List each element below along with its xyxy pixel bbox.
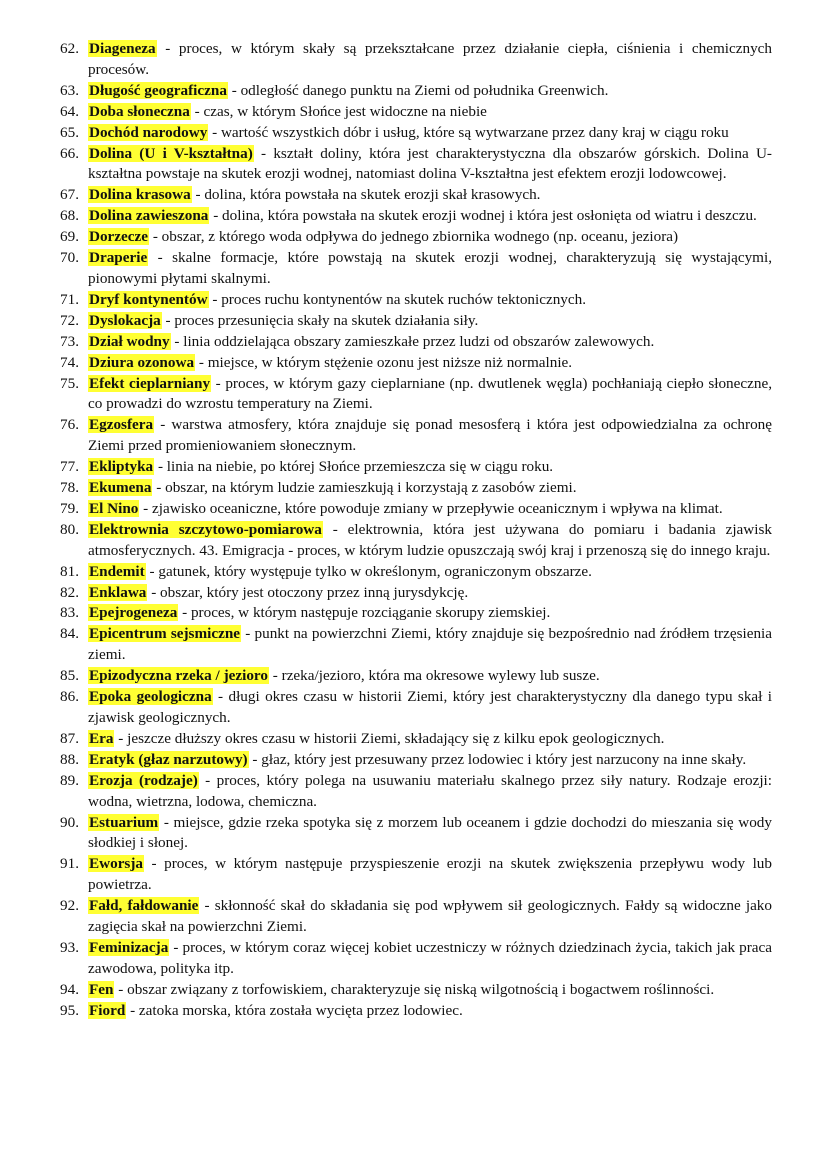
entry-definition: - rzeka/jezioro, która ma okresowe wylewy lub susze. [268,667,600,685]
entry-body [88,102,772,123]
glossary-entry [60,938,772,980]
entry-body [88,624,772,666]
entry-term-highlight: Epizodyczna rzeka / jezioro [89,667,268,685]
entry-number: 67. [60,186,79,204]
entry-definition: - linia oddzielająca obszary zamieszkałe przez ludzi od obszarów zalewowych. [170,332,655,350]
glossary-entry [60,520,772,562]
entry-definition: - zatoka morska, która została wycięta przez lodowiec. [126,1001,463,1019]
entry-definition: - gatunek, który występuje tylko w określonym, ograniczonym obszarze. [145,562,592,580]
entry-body [88,81,772,102]
entry-number: 87. [60,729,79,747]
entry-term-highlight: Doba słoneczna [89,102,190,120]
glossary-entry [60,248,772,290]
entry-number: 95. [60,1001,79,1019]
entry-number: 83. [60,604,79,622]
entry-term-highlight: Dochód narodowy [89,123,208,141]
entry-term-highlight: Ekliptyka [89,458,154,476]
entry-body [88,729,772,750]
entry-number: 86. [60,688,79,706]
glossary-list [60,39,772,1022]
glossary-entry [60,603,772,624]
entry-definition: - punkt na powierzchni Ziemi, który znajduje się bezpośrednio nad źródłem trzęsienia ziemi. [88,625,773,664]
entry-definition: - proces, który polega na usuwaniu materiału skalnego przez siły natury. Rodzaje erozji: wodna, wietrzna, lodowa, chemiczna. [88,771,772,810]
entry-term-highlight: Epejrogeneza [89,604,178,622]
glossary-entry [60,374,772,416]
entry-term-highlight: Dorzecze [89,228,149,246]
entry-number: 82. [60,583,79,601]
entry-body [88,144,772,186]
entry-number: 77. [60,458,79,476]
entry-term-highlight: Feminizacja [89,938,169,956]
entry-number: 92. [60,897,79,915]
glossary-entry [60,102,772,123]
entry-body [88,813,772,855]
glossary-entry [60,290,772,311]
entry-definition: - głaz, który jest przesuwany przez lodowiec i który jest narzucony na inne skały. [248,750,747,768]
glossary-entry [60,206,772,227]
glossary-entry [60,624,772,666]
glossary-entry [60,123,772,144]
entry-number: 70. [60,249,79,267]
entry-number: 68. [60,207,79,225]
glossary-entry [60,583,772,604]
entry-number: 75. [60,374,79,392]
entry-term-highlight: Dyslokacja [89,311,161,329]
entry-body [88,290,772,311]
entry-number: 80. [60,520,79,538]
entry-number: 79. [60,499,79,517]
entry-number: 76. [60,416,79,434]
entry-term-highlight: El Nino [89,499,139,517]
entry-body [88,603,772,624]
entry-term-highlight: Długość geograficzna [89,81,227,99]
entry-body [88,499,772,520]
entry-definition: - kształt doliny, która jest charakterystyczna dla obszarów górskich. Dolina U-kształtna powstaje na skutek erozji wodnej, natomiast dolina V-kształtna jest efektem erozji lodowcowej. [88,144,772,183]
entry-definition: - jeszcze dłuższy okres czasu w historii Ziemi, składający się z kilku epok geologicznych. [114,729,665,747]
entry-term-highlight: Draperie [89,249,148,267]
entry-definition: - miejsce, w którym stężenie ozonu jest niższe niż normalnie. [195,353,573,371]
entry-definition: - zjawisko oceaniczne, które powoduje zmiany w przepływie oceanicznym i wpływa na klimat. [139,499,723,517]
entry-term-highlight: Epoka geologiczna [89,688,212,706]
entry-number: 85. [60,667,79,685]
entry-body [88,771,772,813]
entry-term-highlight: Erozja (rodzaje) [89,771,198,789]
glossary-entry [60,687,772,729]
entry-term-highlight: Fen [89,980,114,998]
entry-body [88,687,772,729]
entry-definition: - wartość wszystkich dóbr i usług, które są wytwarzane przez dany kraj w ciągu roku [208,123,729,141]
entry-body [88,896,772,938]
entry-term-highlight: Fałd, fałdowanie [89,897,199,915]
entry-term-highlight: Fiord [89,1001,126,1019]
glossary-entry [60,896,772,938]
entry-number: 73. [60,332,79,350]
glossary-entry [60,415,772,457]
entry-term-highlight: Era [89,729,114,747]
entry-body [88,185,772,206]
entry-term-highlight: Dolina krasowa [89,186,191,204]
entry-term-highlight: Eratyk (głaz narzutowy) [89,750,248,768]
entry-definition: - proces ruchu kontynentów na skutek ruchów tektonicznych. [208,290,587,308]
glossary-entry [60,311,772,332]
glossary-entry [60,750,772,771]
glossary-entry [60,666,772,687]
entry-term-highlight: Elektrownia szczytowo-pomiarowa [89,520,322,538]
entry-body [88,123,772,144]
glossary-entry [60,1001,772,1022]
entry-term-highlight: Dryf kontynentów [89,290,208,308]
entry-body [88,1001,772,1022]
entry-definition: - skłonność skał do składania się pod wpływem sił geologicznych. Fałdy są widoczne jako zagięcia skał na powierzchni Ziemi. [88,897,772,936]
entry-body [88,562,772,583]
entry-definition: - dolina, która powstała na skutek erozji wodnej i która jest osłonięta od wiatru i deszczu. [209,207,757,225]
entry-term-highlight: Epicentrum sejsmiczne [89,625,241,643]
glossary-entry [60,457,772,478]
entry-body [88,332,772,353]
entry-number: 63. [60,81,79,99]
entry-term-highlight: Efekt cieplarniany [89,374,211,392]
entry-number: 93. [60,938,79,956]
glossary-entry [60,81,772,102]
glossary-entry [60,144,772,186]
glossary-entry [60,771,772,813]
entry-number: 89. [60,771,79,789]
entry-body [88,666,772,687]
entry-number: 81. [60,562,79,580]
entry-number: 84. [60,625,79,643]
entry-number: 74. [60,353,79,371]
entry-number: 66. [60,144,79,162]
entry-number: 88. [60,750,79,768]
entry-definition: - obszar, z którego woda odpływa do jednego zbiornika wodnego (np. oceanu, jeziora) [149,228,679,246]
glossary-entry [60,980,772,1001]
glossary-entry [60,499,772,520]
entry-definition: - czas, w którym Słońce jest widoczne na niebie [190,102,487,120]
entry-definition: - obszar, który jest otoczony przez inną jurysdykcję. [147,583,469,601]
entry-number: 91. [60,855,79,873]
glossary-entry [60,854,772,896]
entry-body [88,374,772,416]
entry-number: 69. [60,228,79,246]
glossary-entry [60,562,772,583]
entry-term-highlight: Dział wodny [89,332,170,350]
entry-body [88,206,772,227]
glossary-entry [60,185,772,206]
entry-body [88,353,772,374]
entry-body [88,39,772,81]
entry-body [88,227,772,248]
glossary-entry [60,729,772,750]
entry-definition: - obszar związany z torfowiskiem, charakteryzuje się niską wilgotnością i bogactwem roślinności. [114,980,715,998]
entry-definition: - proces, w którym następuje rozciąganie skorupy ziemskiej. [178,604,551,622]
entry-number: 78. [60,479,79,497]
entry-term-highlight: Ekumena [89,479,152,497]
entry-number: 64. [60,102,79,120]
entry-number: 65. [60,123,79,141]
entry-body [88,938,772,980]
entry-body [88,478,772,499]
entry-definition: - elektrownia, która jest używana do pomiaru i badania zjawisk atmosferycznych. 43. Emigracja - proces, w którym ludzie opuszczają swój kraj i przenoszą się do innego kraju. [88,520,772,559]
entry-term-highlight: Eworsja [89,855,143,873]
entry-definition: - warstwa atmosfery, która znajduje się ponad mesosferą i która jest odpowiedzialna za ochronę Ziemi przed promieniowaniem słonecznym. [88,416,772,455]
entry-definition: - skalne formacje, które powstają na skutek erozji wodnej, charakteryzują się wystającymi, pionowymi płytami skalnymi. [88,249,772,287]
entry-term-highlight: Estuarium [89,813,159,831]
entry-body [88,583,772,604]
entry-definition: - proces przesunięcia skały na skutek działania siły. [161,311,479,329]
entry-number: 71. [60,290,79,308]
entry-term-highlight: Dolina (U i V-kształtna) [89,144,253,162]
entry-definition: - miejsce, gdzie rzeka spotyka się z morzem lub oceanem i gdzie dochodzi do mieszania się wody słodkiej i słonej. [88,813,772,852]
entry-term-highlight: Enklawa [89,583,147,601]
entry-definition: - proces, w którym następuje przyspieszenie erozji na skutek zwiększenia przepływu wody lub powietrza. [88,855,772,894]
entry-definition: - długi okres czasu w historii Ziemi, który jest charakterystyczny dla danego typu skał i zjawisk geologicznych. [88,688,772,726]
entry-number: 90. [60,813,79,831]
entry-term-highlight: Egzosfera [89,416,154,434]
entry-term-highlight: Diageneza [89,40,156,57]
entry-definition: - proces, w którym gazy cieplarniane (np. dwutlenek węgla) pochłaniają ciepło słoneczne, co prowadzi do wzrostu temperatury na Ziemi. [88,374,772,413]
entry-term-highlight: Dolina zawieszona [89,207,209,225]
entry-number: 94. [60,980,79,998]
entry-definition: - obszar, na którym ludzie zamieszkują i korzystają z zasobów ziemi. [152,479,577,497]
entry-definition: - linia na niebie, po której Słońce przemieszcza się w ciągu roku. [154,458,554,476]
entry-body [88,750,772,771]
entry-body [88,311,772,332]
entry-body [88,457,772,478]
entry-definition: - proces, w którym coraz więcej kobiet uczestniczy w różnych dziedzinach życia, takich jak praca zawodowa, polityka itp. [88,938,772,977]
glossary-entry [60,227,772,248]
entry-term-highlight: Endemit [89,562,145,580]
entry-body [88,854,772,896]
entry-body [88,415,772,457]
glossary-entry [60,39,772,81]
glossary-entry [60,332,772,353]
entry-definition: - odległość danego punktu na Ziemi od południka Greenwich. [227,81,609,99]
entry-body [88,520,772,562]
entry-definition: - dolina, która powstała na skutek erozji skał krasowych. [191,186,541,204]
glossary-entry [60,813,772,855]
entry-body [88,248,772,290]
entry-number: 62. [60,40,79,57]
glossary-entry [60,478,772,499]
entry-body [88,980,772,1001]
glossary-entry [60,353,772,374]
entry-definition: - proces, w którym skały są przekształcane przez działanie ciepła, ciśnienia i chemicznych procesów. [88,40,772,78]
entry-number: 72. [60,311,79,329]
entry-term-highlight: Dziura ozonowa [89,353,195,371]
